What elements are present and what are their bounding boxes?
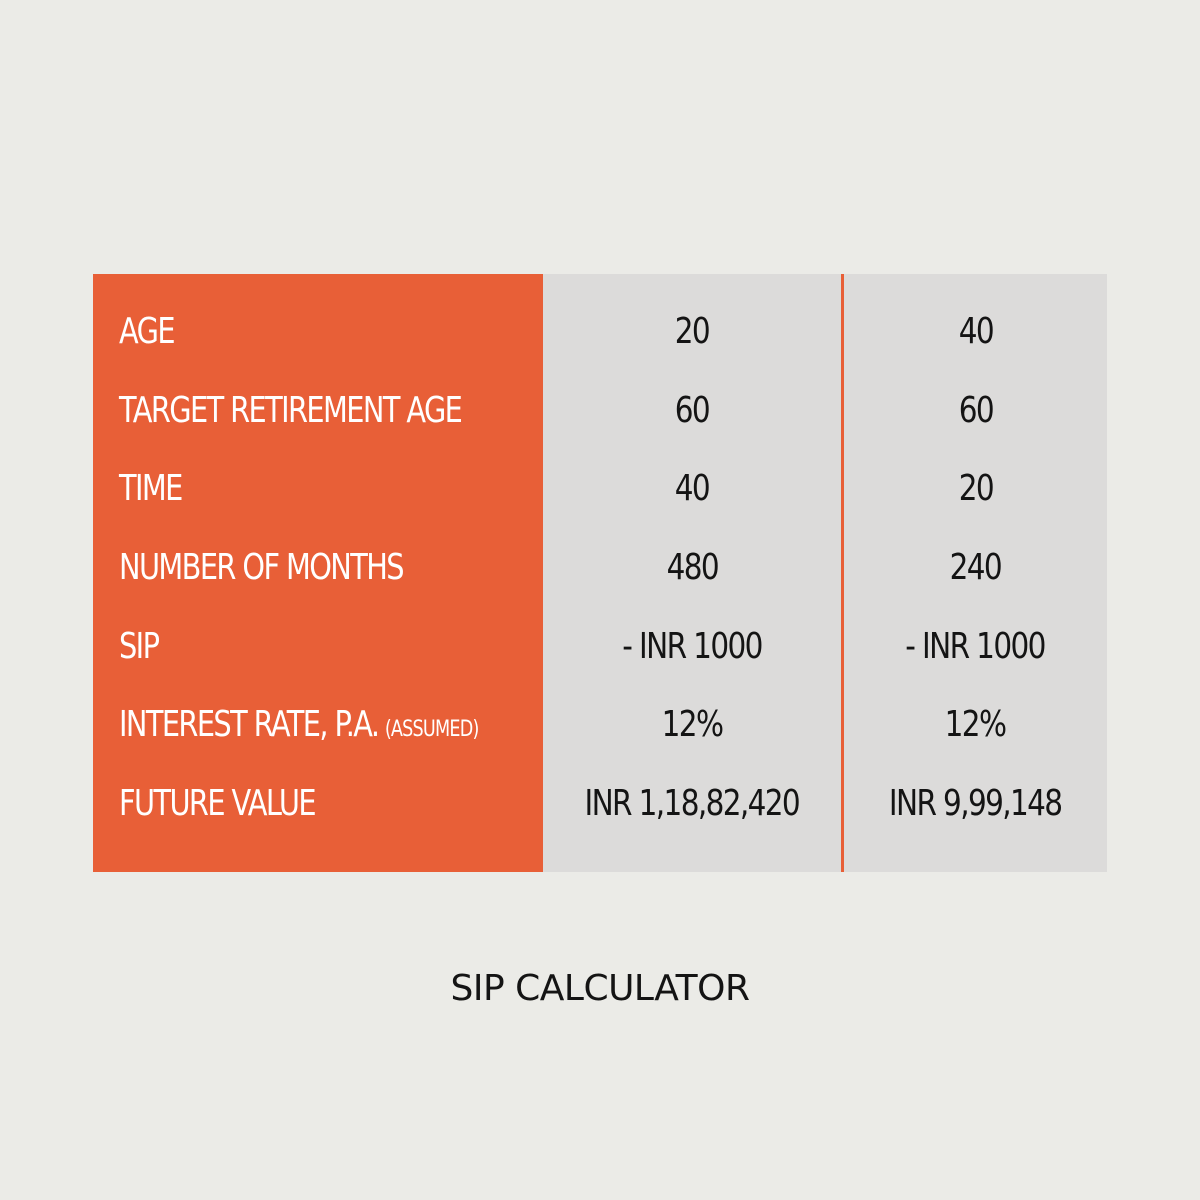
table-cell (844, 764, 1107, 843)
row-label (93, 764, 543, 843)
table-cell (844, 449, 1107, 528)
row-label-note: (ASSUMED) (384, 717, 479, 743)
table-cell (543, 449, 841, 528)
cell-value: 12% (945, 704, 1006, 746)
row-label (93, 528, 543, 607)
row-label (93, 449, 543, 528)
row-label-text: FUTURE VALUE (119, 782, 315, 824)
table-cell (543, 685, 841, 764)
table-cell (543, 764, 841, 843)
cell-value: 40 (674, 468, 710, 510)
chart-caption: SIP CALCULATOR (450, 968, 750, 1009)
cell-value: 240 (949, 546, 1002, 588)
row-label-text: SIP (119, 625, 159, 667)
cell-value: 12% (661, 704, 723, 746)
table-cell (543, 528, 841, 607)
cell-value: - INR 1000 (622, 625, 762, 667)
cell-value: 60 (674, 389, 710, 431)
cell-value: INR 9,99,148 (889, 782, 1062, 824)
table-cell (844, 607, 1107, 686)
table-cell (844, 371, 1107, 450)
table-cell (844, 685, 1107, 764)
cell-value: 480 (666, 546, 718, 588)
table-cell (844, 292, 1107, 371)
cell-value: 20 (674, 310, 710, 352)
cell-value: INR 1,18,82,420 (584, 782, 800, 824)
cell-value: 60 (958, 389, 993, 431)
row-label (93, 685, 543, 764)
table-cell (543, 371, 841, 450)
label-column (93, 274, 543, 872)
row-label (93, 371, 543, 450)
sip-table (93, 274, 1107, 872)
value-column-1 (543, 274, 841, 872)
row-label-text: INTEREST RATE, P.A. (ASSUMED) (119, 704, 479, 746)
row-label (93, 607, 543, 686)
table-cell (543, 607, 841, 686)
cell-value: 40 (958, 310, 993, 352)
row-label-text: TARGET RETIREMENT AGE (119, 389, 462, 431)
cell-value: - INR 1000 (905, 625, 1046, 667)
table-cell (543, 292, 841, 371)
cell-value: 20 (958, 468, 993, 510)
row-label-text: AGE (119, 310, 174, 352)
row-label (93, 292, 543, 371)
row-label-text: TIME (119, 468, 182, 510)
row-label-text: NUMBER OF MONTHS (119, 546, 403, 588)
table-cell (844, 528, 1107, 607)
value-column-2 (844, 274, 1107, 872)
